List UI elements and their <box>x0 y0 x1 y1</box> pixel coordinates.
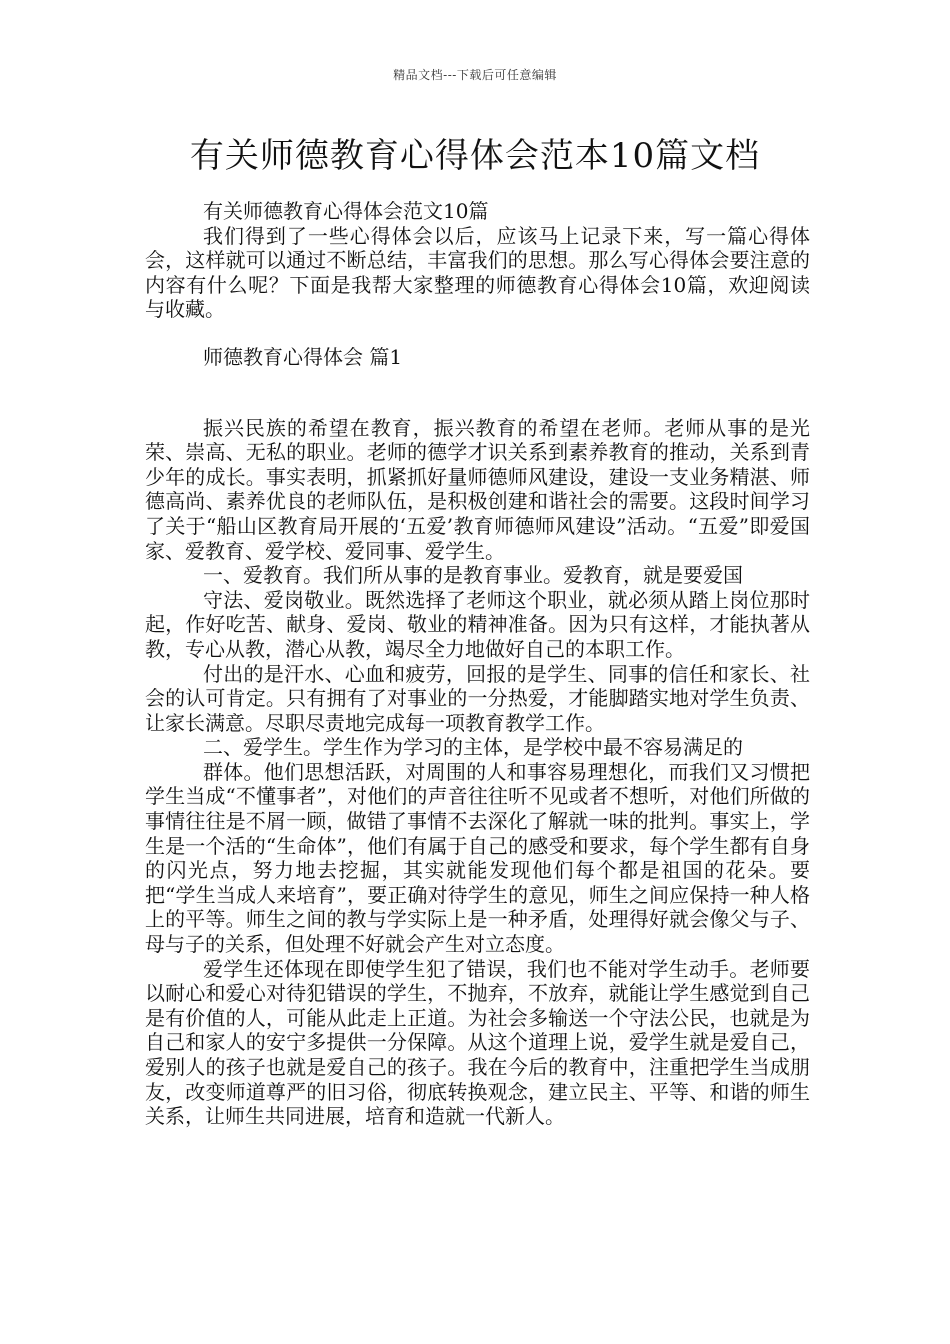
section-heading: 师德教育心得体会 篇1 <box>203 344 403 369</box>
header-note: 精品文档---下载后可任意编辑 <box>393 68 557 82</box>
paragraph-4 <box>145 735 810 956</box>
subtitle: 有关师德教育心得体会范文10篇 <box>203 199 489 223</box>
intro-paragraph: 我们得到了一些心得体会以后，应该马上记录下来，写一篇心得体会，这样就可以通过不断总结，丰富我们的思想。那么写心得体会要注意的内容有什么呢？下面是我帮大家整理的师德教育心得体会10篇，欢迎阅读与收藏。 <box>145 223 810 322</box>
document-body <box>145 199 810 1129</box>
paragraph-5: 爱学生还体现在即使学生犯了错误，我们也不能对学生动手。老师要以耐心和爱心对待犯错误的学生，不抛弃，不放弃，就能让学生感觉到自己是有价值的人，可能从此走上正道。为社会多输送一个守法公民，也就是为自己和家人的安宁多提供一分保障。从这个道理上说，爱学生就是爱自己，爱别人的孩子也就是爱自己的孩子。我在今后的教育中，注重把学生当成朋友，改变师道尊严的旧习俗，彻底转换观念，建立民主、平等、和谐的师生关系，让师生共同进展，培育和造就一代新人。 <box>145 956 810 1129</box>
paragraph-2 <box>145 563 810 661</box>
paragraph-4-lead: 二、爱学生。学生作为学习的主体，是学校中最不容易满足的 <box>203 735 743 760</box>
document-title: 有关师德教育心得体会范本10篇文档 <box>189 136 761 176</box>
paragraph-2-indent-line <box>145 588 810 662</box>
paragraph-2-lead: 一、爱教育。我们所从事的是教育事业。爱教育，就是要爱国 <box>203 563 743 588</box>
paragraph-2-indent: 守法、爱岗敬业。既然选择了老师这个职业，就必须从踏上岗位那时起，作好吃苦、献身、爱岗、敬业的精神准备。因为只有这样，才能执著从教，专心从教，潜心从教，竭尽全力地做好自己的本职工作。 <box>145 587 810 661</box>
paragraph-3: 付出的是汗水、心血和疲劳，回报的是学生、同事的信任和家长、社会的认可肯定。只有拥有了对事业的一分热爱，才能脚踏实地对学生负责、让家长满意。尽职尽责地完成每一项教育教学工作。 <box>145 661 810 735</box>
paragraph-4-indent-line <box>145 760 810 957</box>
paragraph-4-indent: 群体。他们思想活跃，对周围的人和事容易理想化，而我们又习惯把学生当成“不懂事者”，对他们的声音往往听不见或者不想听，对他们所做的事情往往是不屑一顾，做错了事情不去深化了解就一味的批判。事实上，学生是一个活的“生命体”，他们有属于自己的感受和要求，每个学生都有自身的闪光点，努力地去挖掘，其实就能发现他们每个都是祖国的花朵。要把“学生当成人来培育”，要正确对待学生的意见，师生之间应保持一种人格上的平等。师生之间的教与学实际上是一种矛盾，处理得好就会像父与子、母与子的关系，但处理不好就会产生对立态度。 <box>145 759 810 957</box>
paragraph-1: 振兴民族的希望在教育，振兴教育的希望在老师。老师从事的是光荣、崇高、无私的职业。老师的德学才识关系到素养教育的推动，关系到青少年的成长。事实表明，抓紧抓好量师德师风建设，建设一支业务精湛、师德高尚、素养优良的老师队伍，是积极创建和谐社会的需要。这段时间学习了关于“船山区教育局开展的‘五爱’教育师德师风建设”活动。“五爱”即爱国家、爱教育、爱学校、爱同事、爱学生。 <box>145 415 810 563</box>
